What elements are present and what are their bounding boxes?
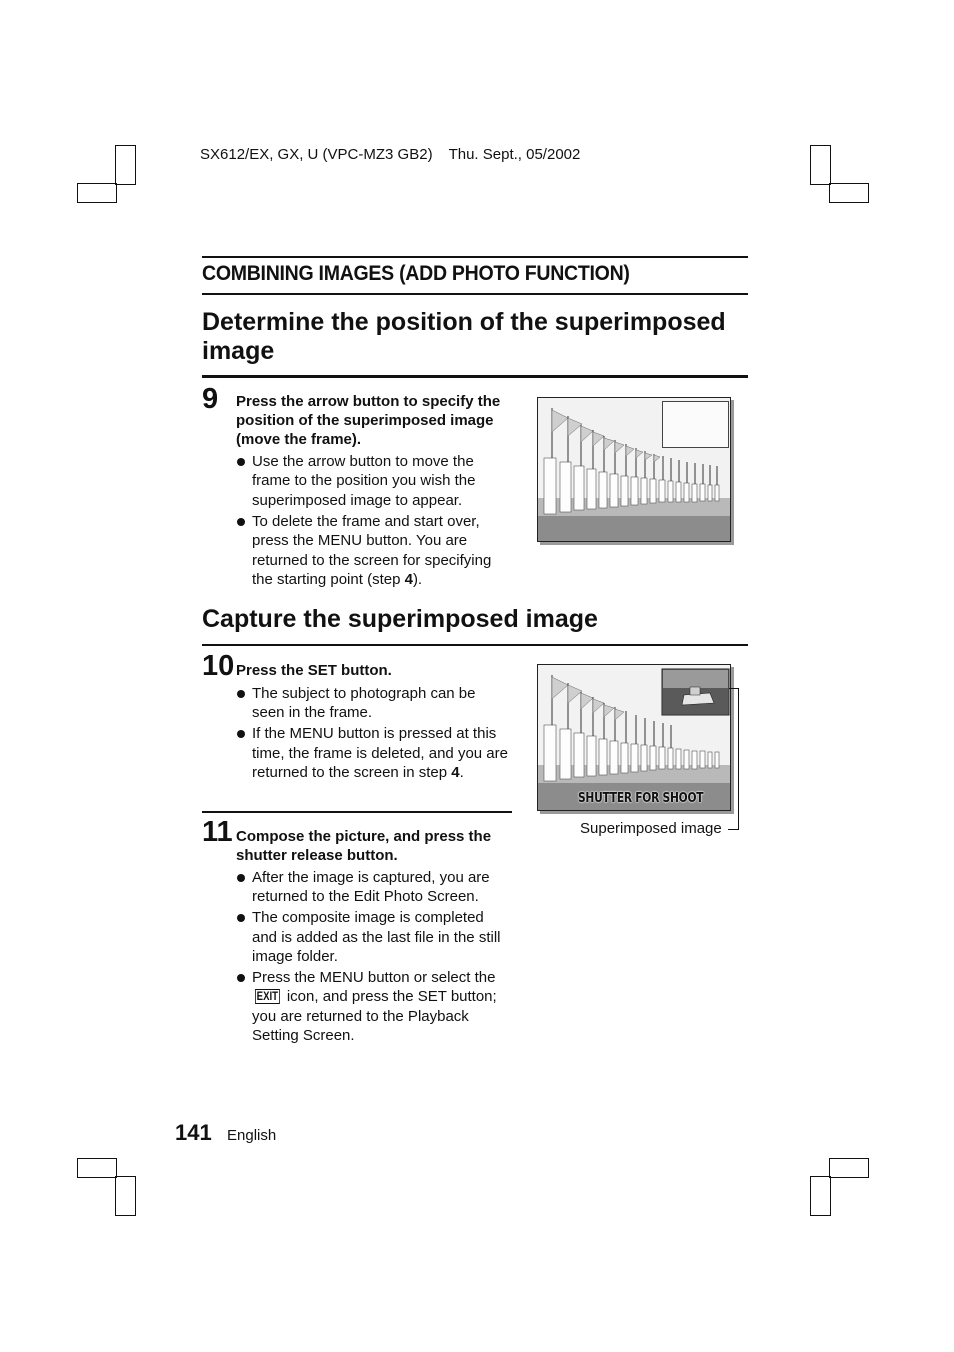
heading-rule	[202, 644, 748, 646]
list-item: To delete the frame and start over, press the MENU button. You are returned to the screen for specifying the starting point (step 4).	[236, 512, 508, 590]
crop-mark	[77, 1158, 117, 1178]
header-model: SX612/EX, GX, U (VPC-MZ3 GB2)	[200, 146, 433, 163]
crop-mark	[77, 183, 117, 203]
step-divider	[202, 811, 512, 813]
step-number-11: 11	[202, 816, 233, 848]
step-10-bullets	[236, 684, 508, 784]
parade-photo	[538, 665, 730, 810]
section-title: COMBINING IMAGES (ADD PHOTO FUNCTION)	[202, 262, 630, 285]
list-item: Press the MENU button or select the EXIT icon, and press the SET button; you are returned to the Playback Setting Screen.	[236, 968, 508, 1046]
print-header	[200, 146, 580, 163]
header-date: Thu. Sept., 05/2002	[448, 146, 581, 163]
camera-screen-frame-position	[537, 397, 731, 542]
crop-mark	[115, 145, 136, 185]
camera-screen-shutter	[537, 664, 731, 811]
crop-mark	[810, 145, 831, 185]
step-10-instruction: Press the SET button.	[236, 662, 392, 679]
exit-icon: EXIT	[256, 989, 279, 1004]
heading-capture: Capture the superimposed image	[202, 605, 598, 633]
page-number: 141	[175, 1120, 212, 1145]
step-9-bullets	[236, 452, 508, 591]
crop-mark	[115, 1176, 136, 1216]
page-language: English	[227, 1127, 277, 1144]
superimpose-frame	[662, 401, 729, 448]
section-rule-top	[202, 256, 748, 258]
superimposed-image-caption: Superimposed image	[580, 820, 722, 837]
step-11-instruction: Compose the picture, and press the shutter release button.	[236, 828, 492, 864]
list-item: The composite image is completed and is added as the last file in the still image folder.	[236, 908, 508, 966]
list-item: The subject to photograph can be seen in the frame.	[236, 684, 508, 723]
step-9-instruction: Press the arrow button to specify the position of the superimposed image (move the frame).	[236, 393, 501, 448]
callout-line	[738, 688, 739, 829]
crop-mark	[829, 1158, 869, 1178]
step-number-10: 10	[202, 650, 235, 682]
section-rule-bottom	[202, 293, 748, 295]
callout-line	[728, 829, 739, 830]
heading-position: Determine the position of the superimposed image	[202, 308, 726, 365]
list-item: If the MENU button is pressed at this time, the frame is deleted, and you are returned to the screen in step 4.	[236, 724, 508, 782]
heading-rule	[202, 375, 748, 378]
step-number-9: 9	[202, 383, 219, 415]
shutter-overlay-text: SHUTTER FOR SHOOT	[578, 791, 704, 806]
crop-mark	[829, 183, 869, 203]
list-item: Use the arrow button to move the frame to the position you wish the superimposed image to appear.	[236, 452, 508, 510]
list-item: After the image is captured, you are returned to the Edit Photo Screen.	[236, 868, 508, 907]
crop-mark	[810, 1176, 831, 1216]
step-11-bullets	[236, 868, 508, 1047]
